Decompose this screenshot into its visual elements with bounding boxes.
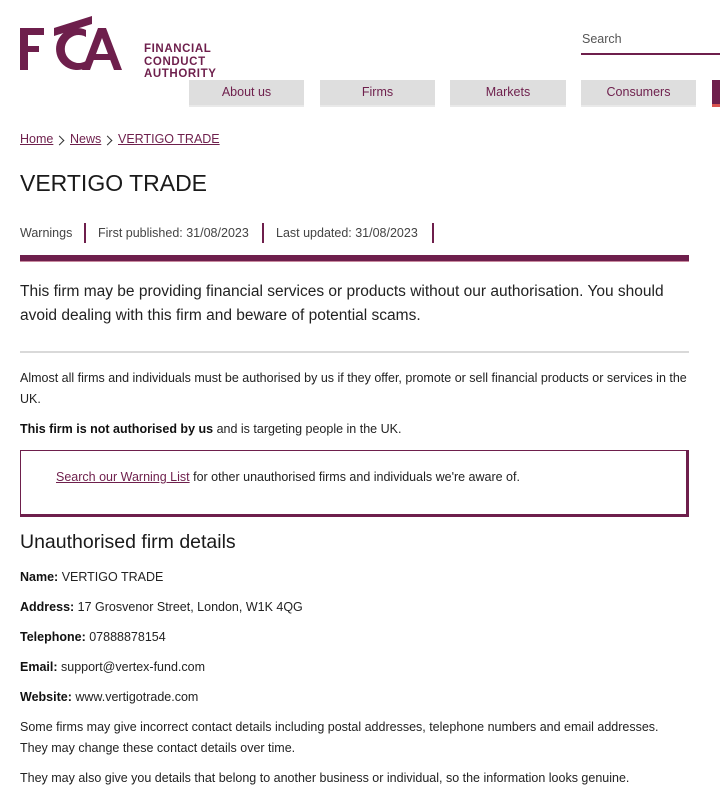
- logo-tagline-line: FINANCIAL: [144, 43, 212, 55]
- detail-telephone: [20, 630, 166, 644]
- detail-value: 07888878154: [85, 630, 166, 644]
- meta-divider: [84, 223, 86, 243]
- details-heading: Unauthorised firm details: [20, 531, 236, 553]
- nav-markets[interactable]: Markets: [450, 80, 566, 105]
- category-label: Warnings: [20, 226, 73, 240]
- breadcrumb-current-link[interactable]: VERTIGO TRADE: [118, 132, 220, 146]
- nav-about-us[interactable]: About us: [189, 80, 304, 105]
- section-divider: [20, 255, 689, 261]
- callout-rest: for other unauthorised firms and individuals we're aware of.: [189, 470, 520, 484]
- breadcrumb-home-link[interactable]: Home: [20, 132, 54, 146]
- meta-divider: [432, 223, 434, 243]
- detail-value: support@vertex-fund.com: [57, 660, 205, 674]
- first-published: First published: 31/08/2023: [98, 226, 249, 240]
- chevron-right-icon: [55, 136, 65, 146]
- last-updated: Last updated: 31/08/2023: [276, 226, 418, 240]
- detail-label: Name:: [20, 570, 59, 584]
- divider: [20, 351, 689, 353]
- nav-consumers[interactable]: Consumers: [581, 80, 696, 105]
- nav-firms[interactable]: Firms: [320, 80, 435, 105]
- genuine-info-note: They may also give you details that belong to another business or individual, so the information looks genuine.: [20, 771, 630, 785]
- contact-details-note: Some firms may give incorrect contact details including postal addresses, telephone numbers and email addresses. They may change these contact details over time.: [20, 720, 659, 755]
- page-title: VERTIGO TRADE: [20, 170, 208, 196]
- detail-value: VERTIGO TRADE: [58, 570, 164, 584]
- fca-logo[interactable]: [20, 16, 217, 80]
- warning-list-link[interactable]: Search our Warning List: [56, 470, 190, 484]
- detail-label: Website:: [20, 690, 72, 704]
- detail-label: Telephone:: [20, 630, 86, 644]
- detail-value: www.vertigotrade.com: [71, 690, 199, 704]
- search-input[interactable]: [581, 27, 720, 51]
- not-authorised-strong: This firm is not authorised by us: [20, 422, 214, 436]
- detail-address: [20, 600, 303, 614]
- logo-tagline-line: CONDUCT: [144, 55, 206, 68]
- detail-value: 17 Grosvenor Street, London, W1K 4QG: [74, 600, 303, 614]
- callout-text: [56, 470, 520, 484]
- logo-tagline-line: AUTHORITY: [144, 68, 217, 80]
- not-authorised-rest: and is targeting people in the UK.: [213, 422, 402, 436]
- search-box: [581, 27, 720, 55]
- breadcrumb-news-link[interactable]: News: [70, 132, 102, 146]
- detail-name: [20, 570, 163, 584]
- nav-more-tab[interactable]: [712, 80, 720, 107]
- authorisation-paragraph: Almost all firms and individuals must be authorised by us if they offer, promote or sell financial products or services in the UK.: [20, 371, 687, 406]
- detail-email: [20, 660, 205, 674]
- warning-intro: This firm may be providing financial services or products without our authorisation. You should avoid dealing with this firm and beware of potential scams.: [20, 283, 664, 324]
- not-authorised-paragraph: [20, 419, 689, 440]
- logo-tagline: [144, 43, 224, 81]
- warning-list-callout: [20, 450, 689, 517]
- fca-logo-mark: [20, 16, 124, 72]
- detail-label: Email:: [20, 660, 58, 674]
- chevron-right-icon: [103, 136, 113, 146]
- detail-website: [20, 690, 198, 704]
- detail-label: Address:: [20, 600, 75, 614]
- meta-divider: [262, 223, 264, 243]
